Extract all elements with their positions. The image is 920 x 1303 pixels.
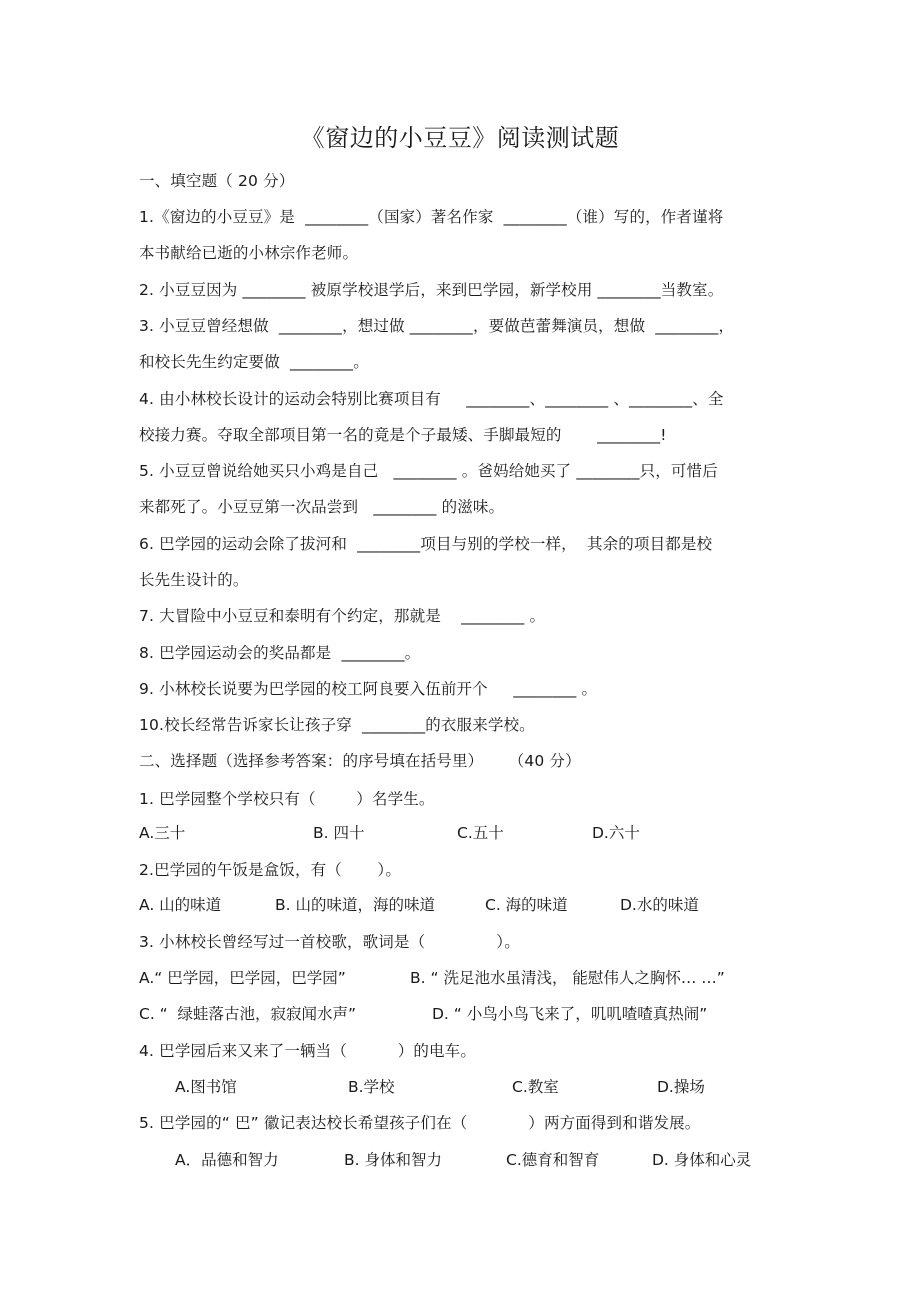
question-2-option-c: C. 海的味道: [485, 896, 568, 914]
question-3-option-d: D. “ 小鸟小鸟飞来了，叽叽喳喳真热闹”: [432, 1005, 708, 1023]
fill-line-15: 10.校长经常告诉家长让孩子穿 ________的衣服来学校。: [139, 716, 535, 734]
fill-line-2: 本书献给已逝的小林宗作老师。: [139, 244, 359, 262]
question-1-option-c: C.五十: [457, 824, 504, 842]
question-4-option-a: A.图书馆: [175, 1078, 237, 1096]
fill-line-9: 来都死了。小豆豆第一次品尝到 ________ 的滋味。: [139, 498, 505, 516]
question-4-option-b: B.学校: [348, 1078, 395, 1096]
question-1-option-d: D.六十: [592, 824, 640, 842]
fill-line-11: 长先生设计的。: [139, 571, 249, 589]
question-5-option-d: D. 身体和心灵: [652, 1151, 752, 1169]
question-1-option-a: A.三十: [139, 824, 186, 842]
question-5-option-b: B. 身体和智力: [344, 1151, 442, 1169]
question-2-option-d: D.水的味道: [620, 896, 699, 914]
question-3-option-c: C. “ 绿蛙落古池，寂寂闻水声”: [139, 1005, 357, 1023]
fill-line-8: 5. 小豆豆曾说给她买只小鸡是自己 ________ 。爸妈给她买了 ________只，可惜后: [139, 462, 718, 480]
section1-heading: 一、填空题（ 20 分）: [139, 172, 295, 190]
question-2-option-a: A. 山的味道: [139, 896, 222, 914]
fill-line-6: 4. 由小林校长设计的运动会特别比赛项目有 ________、________ 、________、全: [139, 390, 724, 408]
fill-line-14: 9. 小林校长说要为巴学园的校工阿良要入伍前开个 ________ 。: [139, 680, 598, 698]
question-1-stem: 1. 巴学园整个学校只有（ ）名学生。: [139, 790, 435, 808]
question-2-option-b: B. 山的味道，海的味道: [275, 896, 435, 914]
page-title: 《窗边的小豆豆》阅读测试题: [300, 124, 620, 152]
question-4-option-d: D.操场: [657, 1078, 705, 1096]
fill-line-12: 7. 大冒险中小豆豆和泰明有个约定，那就是 ________ 。: [139, 607, 546, 625]
question-5-stem: 5. 巴学园的“ 巴” 徽记表达校长希望孩子们在（ ）两方面得到和谐发展。: [139, 1114, 701, 1132]
fill-line-5: 和校长先生约定要做 ________。: [139, 353, 369, 371]
question-2-stem: 2.巴学园的午饭是盒饭，有（ ）。: [139, 861, 401, 879]
fill-line-7: 校接力赛。夺取全部项目第一名的竟是个子最矮、手脚最短的 ________!: [139, 426, 667, 444]
question-1-option-b: B. 四十: [313, 824, 365, 842]
fill-line-10: 6. 巴学园的运动会除了拔河和 ________项目与别的学校一样， 其余的项目都是校: [139, 535, 713, 553]
question-3-option-b: B. “ 洗足池水虽清浅， 能慰伟人之胸怀… …”: [410, 969, 725, 987]
fill-line-3: 2. 小豆豆因为 ________ 被原学校退学后，来到巴学园，新学校用 ________当教室。: [139, 281, 724, 299]
question-5-option-c: C.德育和智育: [506, 1151, 600, 1169]
question-5-option-a: A．品德和智力: [175, 1151, 279, 1169]
question-4-option-c: C.教室: [512, 1078, 559, 1096]
question-3-option-a: A.“ 巴学园，巴学园，巴学园”: [139, 969, 346, 987]
fill-line-1: 1.《窗边的小豆豆》是 ________（国家）著名作家 ________（谁）写的，作者谨将: [139, 208, 724, 226]
question-4-stem: 4. 巴学园后来又来了一辆当（ ）的电车。: [139, 1042, 476, 1060]
fill-line-13: 8. 巴学园运动会的奖品都是 ________。: [139, 644, 421, 662]
question-3-stem: 3. 小林校长曾经写过一首校歌，歌词是（ ）。: [139, 933, 520, 951]
section2-heading: 二、选择题（选择参考答案：的序号填在括号里） （40 分）: [139, 752, 581, 770]
fill-line-4: 3. 小豆豆曾经想做 ________，想过做 ________，要做芭蕾舞演员，想做 ________，: [139, 317, 735, 335]
